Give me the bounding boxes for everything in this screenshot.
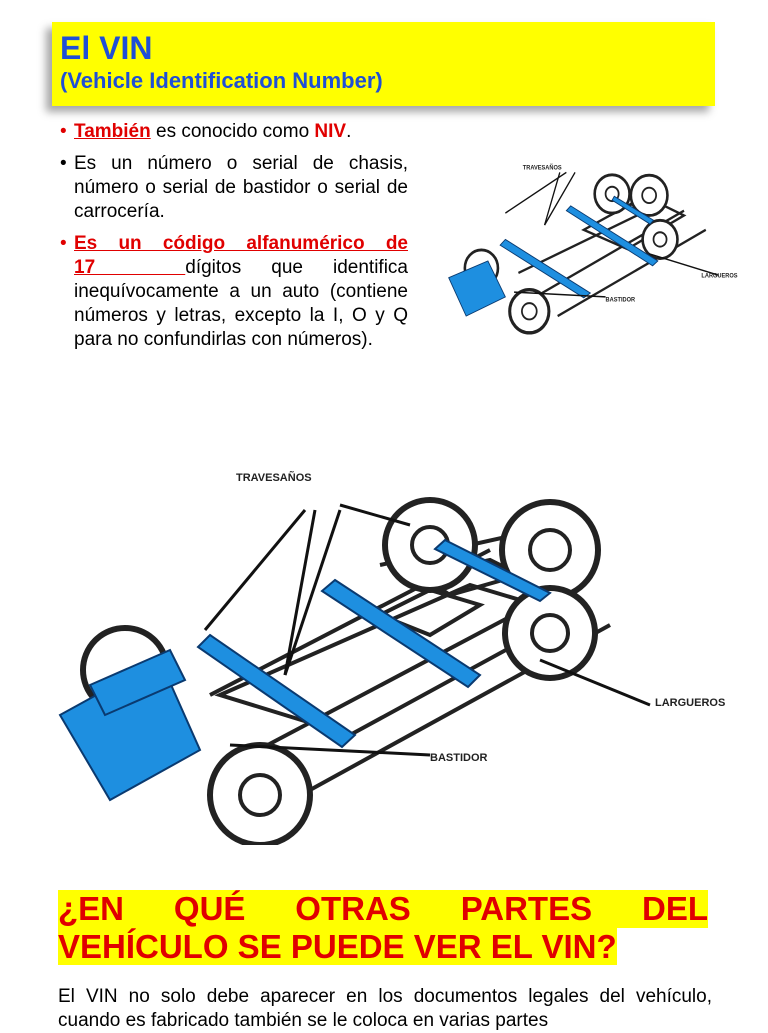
title-banner: [52, 22, 715, 106]
section-heading-line1-text: ¿EN QUÉ OTRAS PARTES DEL: [58, 890, 708, 927]
label-largueros: LARGUEROS: [655, 697, 726, 709]
section-heading-line1: [58, 890, 708, 928]
bullet-niv-end: .: [346, 121, 352, 142]
chassis-drawing-large: [60, 500, 650, 845]
bullet-niv-emphasis: También: [74, 121, 151, 142]
body-paragraph: El VIN no solo debe aparecer en los documentos legales del vehículo, cuando es fabricado también se le coloca en varias partes: [58, 986, 712, 1031]
label-travesanos: TRAVESAÑOS: [236, 472, 312, 484]
bullet-code: [60, 232, 408, 352]
section-heading-line2-text: VEHÍCULO SE PUEDE VER EL VIN?: [58, 928, 617, 965]
chassis-drawing-small: [449, 172, 719, 332]
section-heading: [58, 890, 708, 966]
bullet-code-text: dígitos que identifica inequívocamente a un auto (contiene números y letras, excepto la I, O y Q para no confundirlas con números).: [74, 257, 408, 350]
label-largueros-small: LARGUEROS: [701, 273, 738, 280]
bullet-list: [60, 120, 408, 360]
bullet-code-emphasis: Es un código alfanumérico de 17: [74, 233, 408, 278]
label-bastidor: BASTIDOR: [430, 752, 488, 764]
page-title: El VIN: [60, 30, 153, 66]
bullet-niv: [60, 120, 408, 144]
bullet-serial: • Es un número o serial de chasis, número o serial de bastidor o serial de carrocería.: [60, 152, 408, 224]
label-travesanos-small: TRAVESAÑOS: [522, 165, 562, 172]
chassis-figure-small: [440, 158, 745, 340]
section-heading-line2: [58, 928, 708, 966]
bullet-niv-acronym: NIV: [314, 121, 347, 142]
page-subtitle: (Vehicle Identification Number): [60, 68, 383, 93]
label-bastidor-small: BASTIDOR: [605, 297, 636, 304]
chassis-figure-large: [50, 465, 750, 845]
bullet-niv-text: es conocido como: [150, 121, 315, 142]
